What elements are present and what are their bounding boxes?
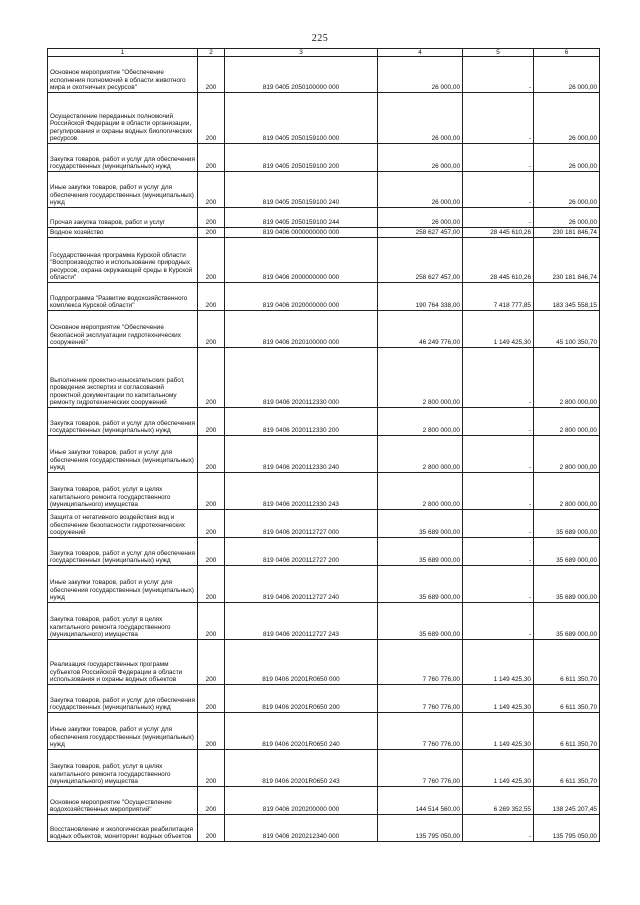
table-row: [48, 685, 600, 713]
row-amount-cell: 26 000,00: [378, 93, 463, 144]
row-amount-cell: 2 800 000,00: [378, 473, 463, 510]
row-result-cell: 230 181 846,74: [534, 238, 600, 283]
row-vr-cell: 200: [198, 283, 225, 311]
row-result-cell: 6 611 350,70: [534, 685, 600, 713]
row-vr-cell: 200: [198, 685, 225, 713]
row-name-cell: Подпрограмма "Развитие водохозяйственного комплекса Курской области": [48, 283, 198, 311]
row-name-cell: Иные закупки товаров, работ и услуг для обеспечения государственных (муниципальных) нужд: [48, 172, 198, 208]
row-vr-cell: 200: [198, 238, 225, 283]
row-name-cell: Осуществление переданных полномочий Российской Федерации в области организации, регулирования и охраны водных биологических ресурсов: [48, 93, 198, 144]
row-code-cell: 819 0406 2020112330 240: [225, 436, 378, 473]
row-result-cell: 6 611 350,70: [534, 713, 600, 750]
row-result-cell: 2 800 000,00: [534, 473, 600, 510]
table-row: [48, 510, 600, 538]
row-code-cell: 819 0405 2050159100 244: [225, 208, 378, 228]
row-change-cell: -: [463, 538, 534, 566]
table-row: [48, 208, 600, 228]
column-header-3: 3: [225, 49, 378, 57]
row-change-cell: -: [463, 473, 534, 510]
row-change-cell: -: [463, 815, 534, 842]
table-row: [48, 815, 600, 842]
row-name-cell: Иные закупки товаров, работ и услуг для обеспечения государственных (муниципальных) нужд: [48, 713, 198, 750]
row-name-cell: Водное хозяйство: [48, 228, 198, 238]
row-change-cell: 1 149 425,30: [463, 750, 534, 787]
row-code-cell: 819 0406 2020112727 000: [225, 510, 378, 538]
row-result-cell: 138 245 207,45: [534, 787, 600, 815]
table-row: [48, 713, 600, 750]
table-row: [48, 228, 600, 238]
row-result-cell: 35 689 000,00: [534, 566, 600, 603]
row-code-cell: 819 0406 2020212340 000: [225, 815, 378, 842]
row-result-cell: 2 800 000,00: [534, 436, 600, 473]
row-result-cell: 35 689 000,00: [534, 510, 600, 538]
row-vr-cell: 200: [198, 815, 225, 842]
header-row: [48, 49, 600, 57]
table-row: [48, 238, 600, 283]
table-row: [48, 787, 600, 815]
row-name-cell: Иные закупки товаров, работ и услуг для обеспечения государственных (муниципальных) нужд: [48, 566, 198, 603]
column-header-5: 5: [463, 49, 534, 57]
row-change-cell: -: [463, 208, 534, 228]
row-amount-cell: 35 689 000,00: [378, 603, 463, 640]
row-vr-cell: 200: [198, 408, 225, 436]
row-amount-cell: 2 800 000,00: [378, 408, 463, 436]
row-change-cell: 1 149 425,30: [463, 311, 534, 348]
row-change-cell: -: [463, 348, 534, 408]
row-result-cell: 183 345 558,15: [534, 283, 600, 311]
row-code-cell: 819 0406 2020000000 000: [225, 283, 378, 311]
row-name-cell: Закупка товаров, работ, услуг в целях капитального ремонта государственного (муниципального) имущества: [48, 473, 198, 510]
row-code-cell: 819 0405 2050159100 200: [225, 144, 378, 172]
row-vr-cell: 200: [198, 208, 225, 228]
budget-table: [47, 48, 600, 842]
table-row: [48, 750, 600, 787]
table-body: [48, 57, 600, 842]
row-change-cell: -: [463, 144, 534, 172]
row-amount-cell: 7 760 776,00: [378, 750, 463, 787]
row-change-cell: -: [463, 436, 534, 473]
row-code-cell: 819 0406 2020200000 000: [225, 787, 378, 815]
row-name-cell: Защита от негативного воздействия вод и обеспечение безопасности гидротехнических сооружений: [48, 510, 198, 538]
row-vr-cell: 200: [198, 566, 225, 603]
row-vr-cell: 200: [198, 713, 225, 750]
table-row: [48, 348, 600, 408]
row-code-cell: 819 0406 2020112727 240: [225, 566, 378, 603]
row-change-cell: 1 149 425,30: [463, 713, 534, 750]
row-name-cell: Основное мероприятие "Обеспечение исполнения полномочий в области животного мира и охотничьих ресурсов": [48, 57, 198, 93]
row-code-cell: 819 0406 2020112727 243: [225, 603, 378, 640]
row-change-cell: -: [463, 510, 534, 538]
column-header-1: 1: [48, 49, 198, 57]
row-result-cell: 6 611 350,70: [534, 640, 600, 685]
row-name-cell: Восстановление и экологическая реабилитация водных объектов, мониторинг водных объектов: [48, 815, 198, 842]
row-amount-cell: 135 795 050,00: [378, 815, 463, 842]
row-amount-cell: 26 000,00: [378, 208, 463, 228]
row-vr-cell: 200: [198, 750, 225, 787]
row-vr-cell: 200: [198, 436, 225, 473]
page-number: 225: [311, 33, 329, 44]
table-row: [48, 408, 600, 436]
row-amount-cell: 7 760 776,00: [378, 685, 463, 713]
row-name-cell: Прочая закупка товаров, работ и услуг: [48, 208, 198, 228]
row-result-cell: 45 100 350,70: [534, 311, 600, 348]
row-vr-cell: 200: [198, 144, 225, 172]
table-row: [48, 473, 600, 510]
row-name-cell: Основное мероприятие "Осуществление водохозяйственных мероприятий": [48, 787, 198, 815]
row-vr-cell: 200: [198, 538, 225, 566]
row-amount-cell: 35 689 000,00: [378, 538, 463, 566]
row-vr-cell: 200: [198, 172, 225, 208]
row-amount-cell: 258 627 457,00: [378, 228, 463, 238]
row-change-cell: 1 149 425,30: [463, 640, 534, 685]
row-amount-cell: 35 689 000,00: [378, 510, 463, 538]
row-amount-cell: 26 000,00: [378, 172, 463, 208]
row-vr-cell: 200: [198, 640, 225, 685]
row-vr-cell: 200: [198, 510, 225, 538]
row-amount-cell: 2 800 000,00: [378, 348, 463, 408]
row-amount-cell: 26 000,00: [378, 57, 463, 93]
row-result-cell: 6 611 350,70: [534, 750, 600, 787]
row-change-cell: -: [463, 603, 534, 640]
row-amount-cell: 7 760 776,00: [378, 713, 463, 750]
row-code-cell: 819 0406 0000000000 000: [225, 228, 378, 238]
row-change-cell: -: [463, 566, 534, 603]
row-amount-cell: 144 514 560,00: [378, 787, 463, 815]
row-name-cell: Государственная программа Курской области "Воспроизводство и использование природных ресурсов, охрана окружающей среды в Курской области": [48, 238, 198, 283]
row-result-cell: 26 000,00: [534, 57, 600, 93]
row-name-cell: Иные закупки товаров, работ и услуг для обеспечения государственных (муниципальных) нужд: [48, 436, 198, 473]
row-name-cell: Основное мероприятие "Обеспечение безопасной эксплуатации гидротехнических сооружений": [48, 311, 198, 348]
row-result-cell: 2 800 000,00: [534, 408, 600, 436]
row-result-cell: 230 181 846,74: [534, 228, 600, 238]
row-amount-cell: 26 000,00: [378, 144, 463, 172]
row-change-cell: 28 445 610,26: [463, 228, 534, 238]
table-row: [48, 640, 600, 685]
row-amount-cell: 258 627 457,00: [378, 238, 463, 283]
column-header-2: 2: [198, 49, 225, 57]
row-amount-cell: 35 689 000,00: [378, 566, 463, 603]
row-name-cell: Реализация государственных программ субъектов Российской Федерации в области использования и охраны водных объектов: [48, 640, 198, 685]
row-code-cell: 819 0406 2020112330 200: [225, 408, 378, 436]
row-code-cell: 819 0406 2020100000 000: [225, 311, 378, 348]
row-name-cell: Закупка товаров, работ и услуг для обеспечения государственных (муниципальных) нужд: [48, 408, 198, 436]
row-vr-cell: 200: [198, 603, 225, 640]
table-row: [48, 172, 600, 208]
row-code-cell: 819 0406 2000000000 000: [225, 238, 378, 283]
row-amount-cell: 190 764 338,00: [378, 283, 463, 311]
row-result-cell: 35 689 000,00: [534, 603, 600, 640]
row-change-cell: 28 445 610,26: [463, 238, 534, 283]
row-name-cell: Закупка товаров, работ и услуг для обеспечения государственных (муниципальных) нужд: [48, 144, 198, 172]
row-change-cell: -: [463, 57, 534, 93]
row-code-cell: 819 0406 20201R0650 000: [225, 640, 378, 685]
row-code-cell: 819 0406 20201R0650 240: [225, 713, 378, 750]
table-row: [48, 283, 600, 311]
row-code-cell: 819 0405 2050159100 240: [225, 172, 378, 208]
row-result-cell: 2 800 000,00: [534, 348, 600, 408]
table-row: [48, 93, 600, 144]
table-row: [48, 603, 600, 640]
row-result-cell: 26 000,00: [534, 93, 600, 144]
column-header-6: 6: [534, 49, 600, 57]
row-vr-cell: 200: [198, 93, 225, 144]
row-vr-cell: 200: [198, 348, 225, 408]
row-change-cell: -: [463, 408, 534, 436]
row-name-cell: Закупка товаров, работ и услуг для обеспечения государственных (муниципальных) нужд: [48, 538, 198, 566]
row-result-cell: 26 000,00: [534, 144, 600, 172]
table-row: [48, 436, 600, 473]
row-change-cell: 1 149 425,30: [463, 685, 534, 713]
table-row: [48, 144, 600, 172]
row-change-cell: 6 269 352,55: [463, 787, 534, 815]
row-code-cell: 819 0406 2020112727 200: [225, 538, 378, 566]
row-change-cell: -: [463, 172, 534, 208]
row-amount-cell: 46 249 776,00: [378, 311, 463, 348]
row-code-cell: 819 0406 2020112330 243: [225, 473, 378, 510]
row-amount-cell: 2 800 000,00: [378, 436, 463, 473]
table-row: [48, 311, 600, 348]
row-code-cell: 819 0405 2050100000 000: [225, 57, 378, 93]
column-header-4: 4: [378, 49, 463, 57]
row-result-cell: 26 000,00: [534, 208, 600, 228]
row-vr-cell: 200: [198, 228, 225, 238]
table-row: [48, 57, 600, 93]
row-vr-cell: 200: [198, 311, 225, 348]
row-name-cell: Закупка товаров, работ, услуг в целях капитального ремонта государственного (муниципального) имущества: [48, 750, 198, 787]
row-code-cell: 819 0406 2020112330 000: [225, 348, 378, 408]
row-name-cell: Закупка товаров, работ, услуг в целях капитального ремонта государственного (муниципального) имущества: [48, 603, 198, 640]
row-vr-cell: 200: [198, 57, 225, 93]
table-row: [48, 538, 600, 566]
row-code-cell: 819 0406 20201R0650 243: [225, 750, 378, 787]
row-code-cell: 819 0405 2050159100 000: [225, 93, 378, 144]
row-amount-cell: 7 760 776,00: [378, 640, 463, 685]
row-result-cell: 135 795 050,00: [534, 815, 600, 842]
row-change-cell: -: [463, 93, 534, 144]
row-code-cell: 819 0406 20201R0650 200: [225, 685, 378, 713]
table-row: [48, 566, 600, 603]
row-name-cell: Выполнение проектно-изыскательских работ, проведение экспертиз и согласований проектной документации по капитальному ремонту гидротехнических сооружений: [48, 348, 198, 408]
row-result-cell: 35 689 000,00: [534, 538, 600, 566]
row-name-cell: Закупка товаров, работ и услуг для обеспечения государственных (муниципальных) нужд: [48, 685, 198, 713]
row-vr-cell: 200: [198, 787, 225, 815]
row-vr-cell: 200: [198, 473, 225, 510]
row-result-cell: 26 000,00: [534, 172, 600, 208]
row-change-cell: 7 418 777,85: [463, 283, 534, 311]
